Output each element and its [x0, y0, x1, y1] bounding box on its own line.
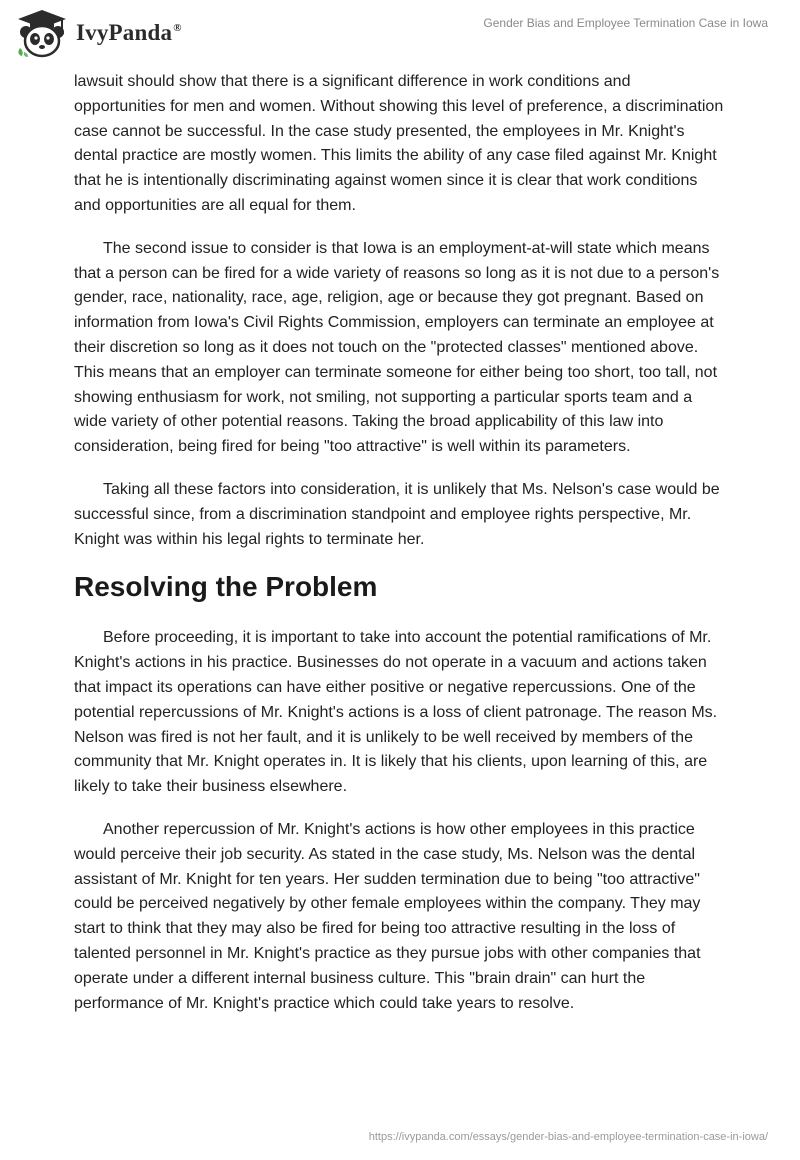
- ivypanda-logo[interactable]: [14, 8, 182, 58]
- essay-body: [74, 70, 724, 1034]
- section-heading: Resolving the Problem: [74, 571, 378, 603]
- logo-wordmark: [76, 20, 182, 46]
- paragraph-5: Another repercussion of Mr. Knight's actions is how other employees in this practice would perceive their job security. As stated in the case study, Ms. Nelson was the dental assistant of Mr. Knight for ten years. Her sudden termination due to being "too attractive" could be perceived negatively by other female employees within the company. They may start to think that they may also be fired for being too attractive resulting in the loss of talented personnel in Mr. Knight's practice as they pursue jobs with other companies that operate under a different internal business culture. This "brain drain" can hurt the performance of Mr. Knight's practice which could take years to resolve.: [74, 820, 701, 1012]
- registered-mark: ®: [173, 22, 182, 35]
- paragraph-2: The second issue to consider is that Iowa is an employment-at-will state which means that a person can be fired for a wide variety of reasons so long as it is not due to a person's gender, race, nationality, race, age, religion, age or because they got pregnant. Based on information from Iowa's Civil Rights Commission, employers can terminate an employee at their discretion so long as it does not touch on the "protected classes" mentioned above. This means that an employer can terminate someone for either being too short, too tall, not showing enthusiasm for work, not smiling, not supporting a particular sports team and a wide variety of other potential reasons. Taking the broad applicability of this law into consideration, being fired for being "too attractive" is well within its parameters.: [74, 239, 720, 456]
- paragraph-1: lawsuit should show that there is a significant difference in work conditions and opportunities for men and women. Without showing this level of preference, a discrimination case cannot be successful. In the case study presented, the employees in Mr. Knight's dental practice are mostly women. This limits the ability of any case filed against Mr. Knight that he is intentionally discriminating against women since it is clear that work conditions and opportunities are all equal for them.: [74, 73, 724, 214]
- panda-graduate-icon: [14, 8, 70, 58]
- document-title: Gender Bias and Employee Termination Case in Iowa: [483, 16, 768, 30]
- source-url[interactable]: https://ivypanda.com/essays/gender-bias-and-employee-termination-case-in-iowa/: [368, 1131, 768, 1143]
- page-header: [0, 0, 800, 70]
- paragraph-4: Before proceeding, it is important to take into account the potential ramifications of Mr. Knight's actions in his practice. Businesses do not operate in a vacuum and actions taken that impact its operations can have either positive or negative repercussions. One of the potential repercussions of Mr. Knight's actions is a loss of client patronage. The reason Ms. Nelson was fired is not her fault, and it is unlikely to be well received by members of the community that Mr. Knight operates in. It is likely that his clients, upon learning of this, are likely to take their business elsewhere.: [74, 629, 718, 796]
- logo-text: IvyPanda: [76, 20, 173, 45]
- paragraph-3: Taking all these factors into consideration, it is unlikely that Ms. Nelson's case would be successful since, from a discrimination standpoint and employee rights perspective, Mr. Knight was within his legal rights to terminate her.: [74, 480, 720, 548]
